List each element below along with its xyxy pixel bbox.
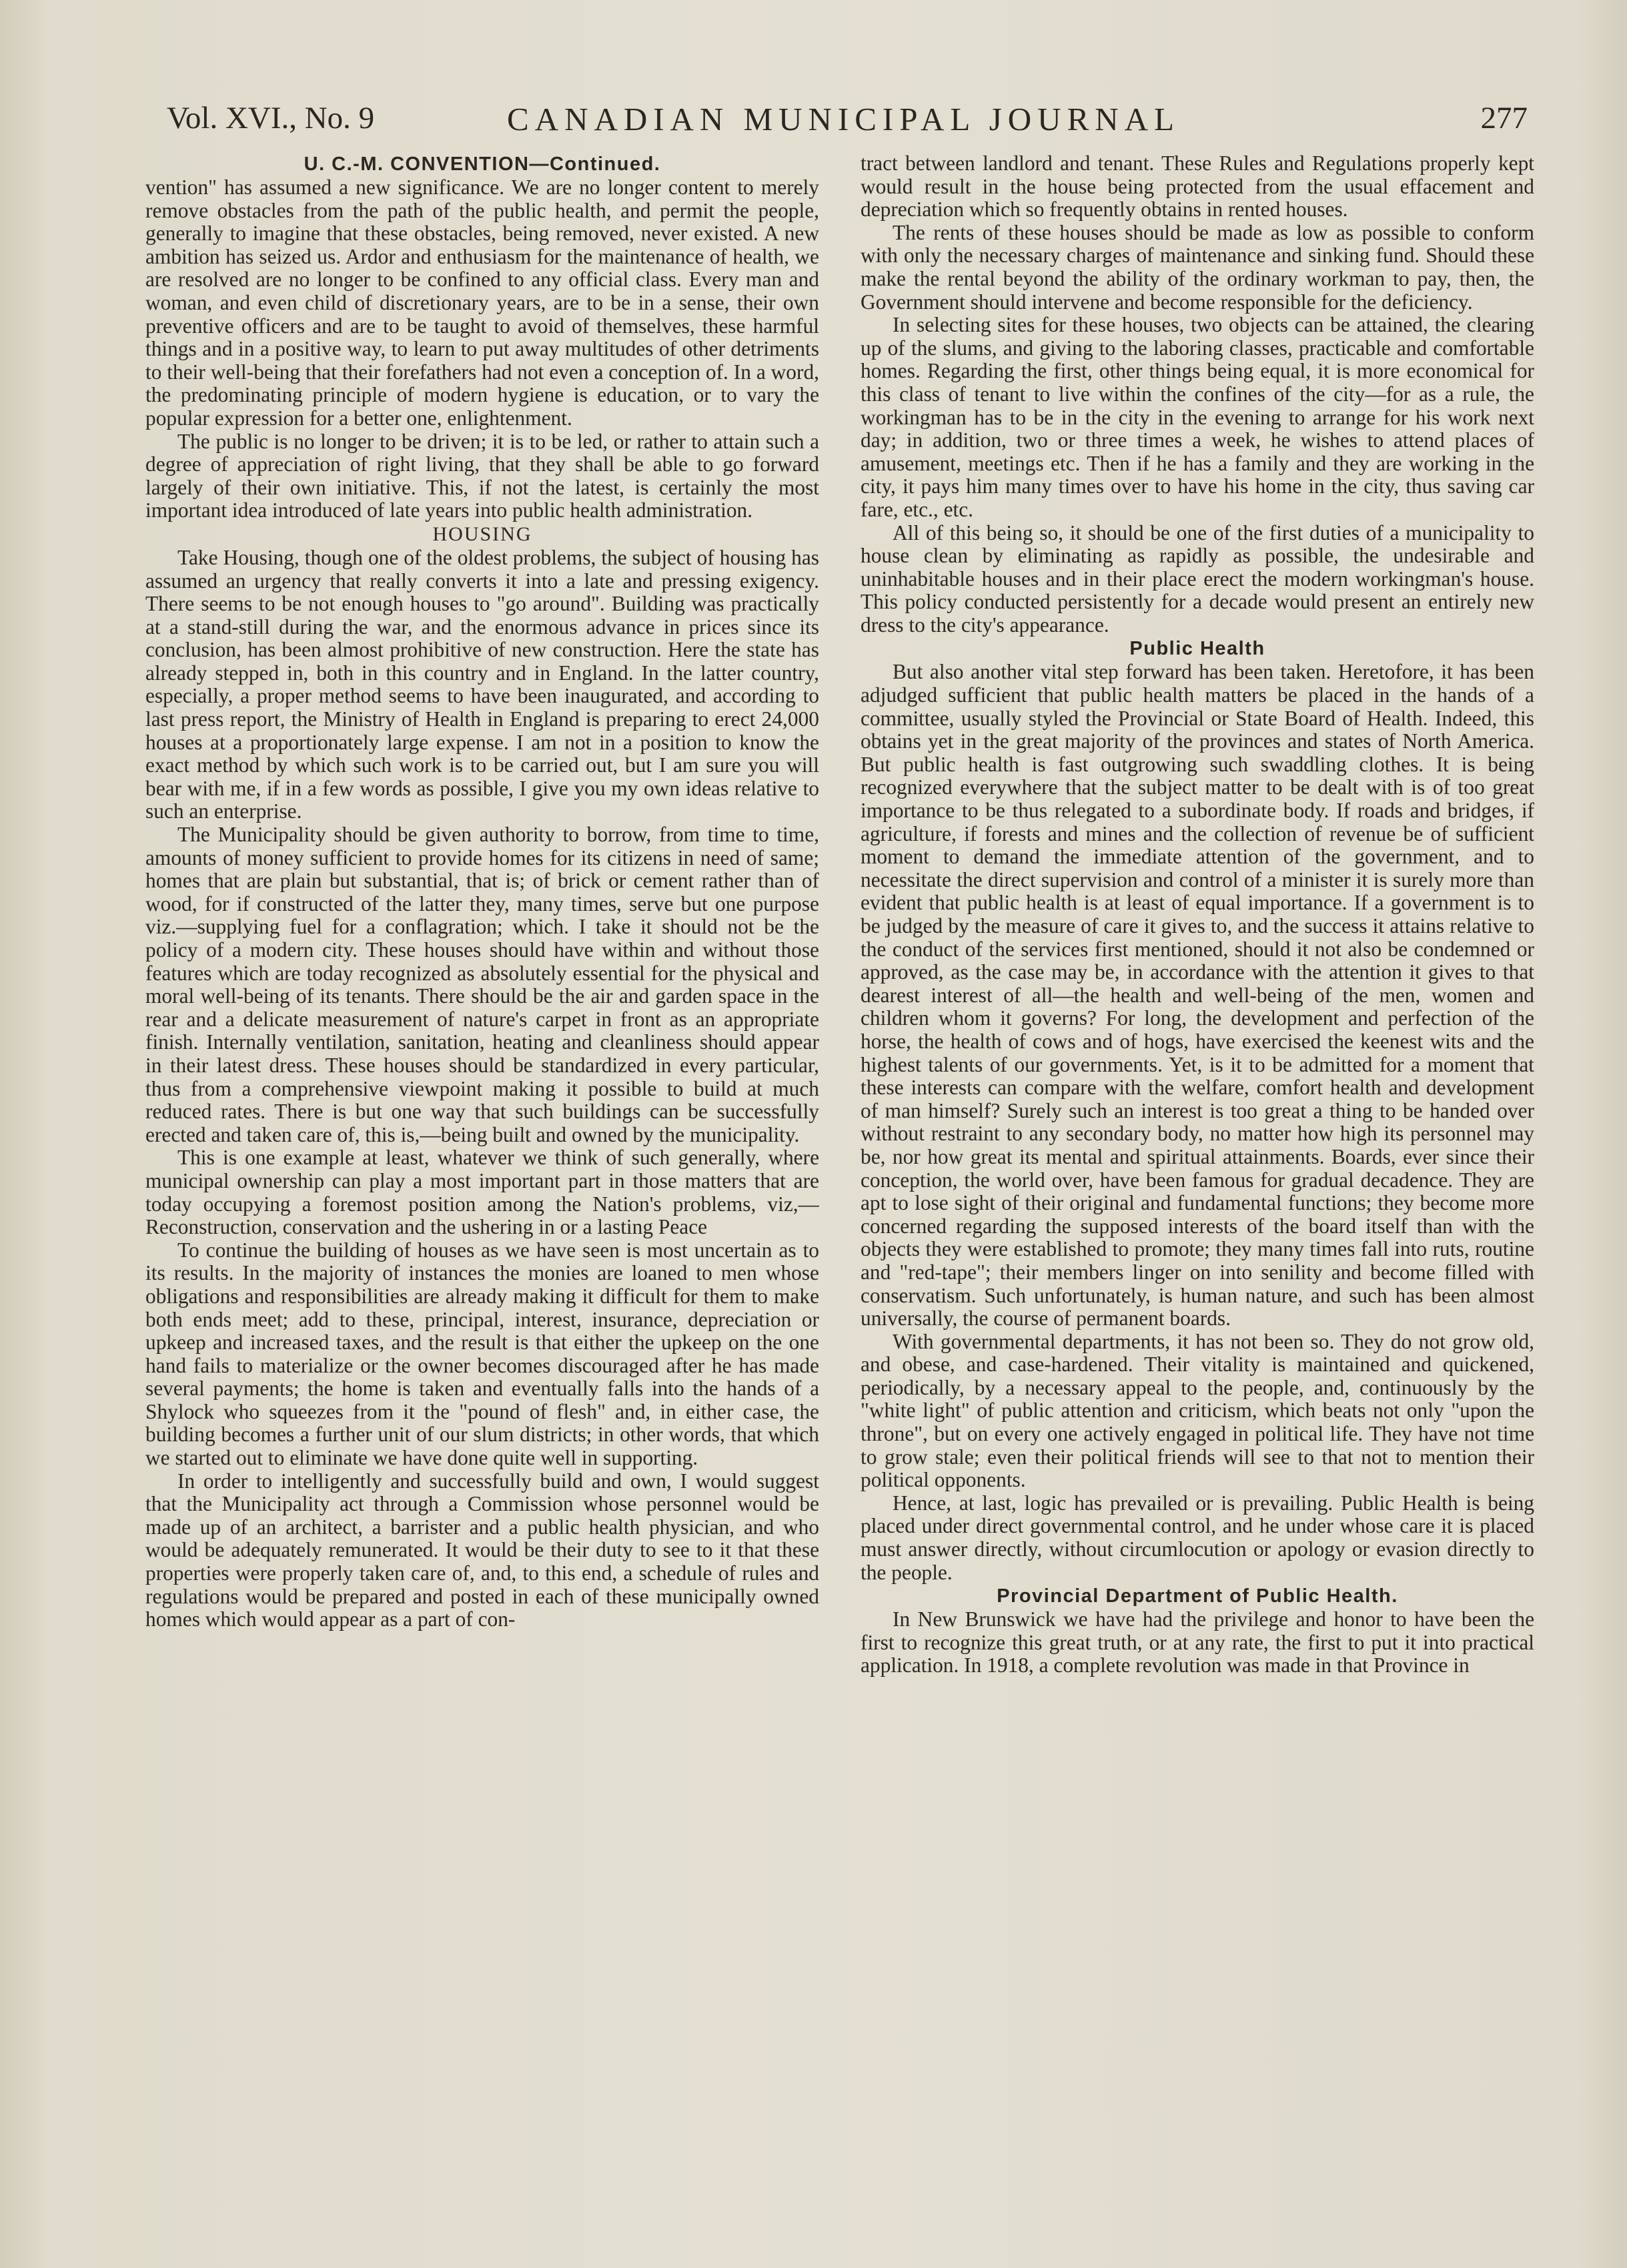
paragraph: The Municipality should be given authority to borrow, from time to time, amounts of money sufficient to provide homes for its citizens in need of same; homes that are plain but substantial, that is; of brick or cement rather than of wood, for if constructed of the latter they, many times, serve but one purpose viz.—supplying fuel for a conflagration; which. I take it should not be the policy of a modern city. These houses should have within and without those features which are today recognized as absolutely essential for the physical and moral well-being of its tenants. There should be the air and garden space in the rear and a delicate measurement of nature's carpet in front as an appropriate finish. Internally ventilation, sanitation, heating and cleanliness should appear in their latest dress. These houses should be standardized in every particular, thus from a comprehensive viewpoint making it possible to build at much reduced rates. There is but one way that such buildings can be successfully erected and taken care of, this is,—being built and owned by the municipality. (145, 823, 819, 1146)
page-header (167, 100, 1528, 147)
page-number: 277 (1480, 101, 1528, 135)
paragraph: The rents of these houses should be made as low as possible to conform with only the necessary charges of maintenance and sinking fund. Should these make the rental beyond the ability of the ordinary workman to pay, then, the Government should intervene and become responsible for the deficiency. (861, 220, 1534, 314)
paragraph: But also another vital step forward has been taken. Heretofore, it has been adjudged sufficient that public health matters be placed in the hands of a committee, usually styled the Provincial or State Board of Health. Indeed, this obtains yet in the great majority of the provinces and states of North America. But public health is fast outgrowing such swaddling clothes. It is being recognized everywhere that the subject matter to be dealt with is of too great importance to be thus relegated to a subordinate body. If roads and bridges, if agriculture, if forests and mines and the collection of revenue be of sufficient moment to demand the immediate attention of the government, and to necessitate the direct supervision and control of a minister it is surely more than evident that public health is at least of equal importance. If a government is to be judged by the measure of care it gives to, and the success it attains relative to the conduct of the services first mentioned, should it not also be condemned or approved, as the case may be, in accordance with the attention it gives to that dearest interest of all—the health and well-being of the men, women and children whom it governs? For long, the development and perfection of the horse, the health of cows and of hogs, have exercised the keenest wits and the highest talents of our governments. Yet, is it to be admitted for a moment that these interests can compare with the welfare, comfort health and development of man himself? Surely such an interest is too great a thing to be handed over without restraint to any secondary body, no matter how high its personnel may be, nor how great its mental and spiritual attainments. Boards, ever since their conception, the world over, have been famous for gradual decadence. They are apt to lose sight of their original and fundamental functions; they become more concerned regarding the supposed interests of the board itself than with the objects they were established to promote; they many times fall into ruts, routine and "red-tape"; their members linger on into senility and become filled with conservatism. Such unfortunately, is human nature, and such has been almost universally, the course of permanent boards. (861, 660, 1534, 1331)
volume-label: Vol. XVI., No. 9 (167, 101, 375, 135)
public-health-heading: Public Health (1129, 638, 1265, 660)
paragraph: tract between landlord and tenant. These Rules and Regulations properly kept would result in the house being protected from the usual effacement and depreciation which so frequently obtains in rented houses. (861, 152, 1534, 222)
paragraph: vention" has assumed a new significance. We are no longer content to merely remove obstacles from the path of the public health, and permit the people, generally to imagine that these obstacles, being removed, never existed. A new ambition has seized us. Ardor and enthusiasm for the maintenance of health, we are resolved are no longer to be confined to any official class. Every man and woman, and even child of discretionary years, are to be in a sense, their own preventive officers and are to be taught to avoid of themselves, these harmful things and in a positive way, to learn to put away multitudes of other detriments to their well-being that their forefathers had not even a conception of. In a word, the predominating principle of modern hygiene is education, or to vary the popular expression for a better one, enlightenment. (145, 175, 819, 430)
paragraph: Take Housing, though one of the oldest problems, the subject of housing has assumed an urgency that really converts it into a late and pressing exigency. There seems to be not enough houses to "go around". Building was practically at a stand-still during the war, and the enormous advance in prices since its conclusion, has been almost prohibitive of new construction. Here the state has already stepped in, both in this country and in England. In the latter country, especially, a proper method seems to have been inaugurated, and according to last press report, the Ministry of Health in England is preparing to erect 24,000 houses at a proportionately large expense. I am not in a position to know the exact method by which such work is to be carried out, but I am sure you will bear with me, if in a few words as possible, I give you my own ideas relative to such an enterprise. (145, 545, 819, 823)
paragraph: To continue the building of houses as we have seen is most uncertain as to its results. In the majority of instances the monies are loaned to men whose obligations and responsibilities are already making it difficult for them to make both ends meet; add to these, principal, interest, insurance, depreciation or upkeep and increased taxes, and the result is that either the upkeep on the one hand fails to materialize or the owner becomes discouraged after he has made several payments; the home is taken and eventually falls into the hands of a Shylock who squeezes from it the "pound of flesh" and, in either case, the building becomes a further unit of our slum districts; in other words, that which we started out to eliminate we have done quite well in supporting. (145, 1238, 819, 1470)
journal-title: CANADIAN MUNICIPAL JOURNAL (507, 101, 1180, 137)
housing-heading: HOUSING (432, 522, 532, 545)
continued-heading: U. C.-M. CONVENTION—Continued. (304, 153, 661, 175)
paragraph: In order to intelligently and successfully build and own, I would suggest that the Municipality act through a Commission whose personnel would be made up of an architect, a barrister and a public health physician, and who would be adequately remunerated. It would be their duty to see to it that these properties were properly taken care of, and, to this end, a schedule of rules and regulations would be prepared and posted in each of these municipally owned homes which would appear as a part of con- (145, 1469, 819, 1631)
paragraph: In New Brunswick we have had the privilege and honor to have been the first to recognize this great truth, or at any rate, the first to put it into practical application. In 1918, a complete revolution was made in that Province in (861, 1607, 1534, 1677)
provincial-department-heading: Provincial Department of Public Health. (997, 1585, 1398, 1607)
paragraph: The public is no longer to be driven; it is to be led, or rather to attain such a degree of appreciation of right living, that they shall be able to go forward largely of their own initiative. This, if not the latest, is certainly the most important idea introduced of late years into public health administration. (145, 429, 819, 522)
paragraph: All of this being so, it should be one of the first duties of a municipality to house clean by eliminating as rapidly as possible, the undesirable and uninhabitable houses and in their place erect the modern workingman's house. This policy conducted persistently for a decade would present an entirely new dress to the city's appearance. (861, 520, 1534, 637)
paragraph: With governmental departments, it has not been so. They do not grow old, and obese, and case-hardened. Their vitality is maintained and quickened, periodically, by a necessary appeal to the people, and, continuously by the "white light" of public attention and criticism, which beats not only "upon the throne", but on every one actively engaged in political life. They have not time to grow stale; even their political friends will see to that not to mention their political opponents. (861, 1329, 1534, 1492)
left-column (145, 152, 819, 2234)
paragraph: Hence, at last, logic has prevailed or is prevailing. Public Health is being placed under direct governmental control, and he under whose care it is placed must answer directly, without circumlocution or apology or evasion directly to the people. (861, 1491, 1534, 1584)
paragraph: This is one example at least, whatever we think of such generally, where municipal ownership can play a most important part in those matters that are today occupying a foremost position among the Nation's problems, viz,—Reconstruction, conservation and the ushering in or a lasting Peace (145, 1146, 819, 1239)
right-column (861, 152, 1534, 2234)
paragraph: In selecting sites for these houses, two objects can be attained, the clearing up of the slums, and giving to the laboring classes, practicable and comfortable homes. Regarding the first, other things being equal, it is more economical for this class of tenant to live within the confines of the city—for as a rule, the workingman has to be in the city in the evening to arrange for his work next day; in addition, two or three times a week, he wishes to attend places of amusement, meetings etc. Then if he has a family and they are working in the city, it pays him many times over to have his home in the city, thus saving car fare, etc., etc. (861, 313, 1534, 521)
